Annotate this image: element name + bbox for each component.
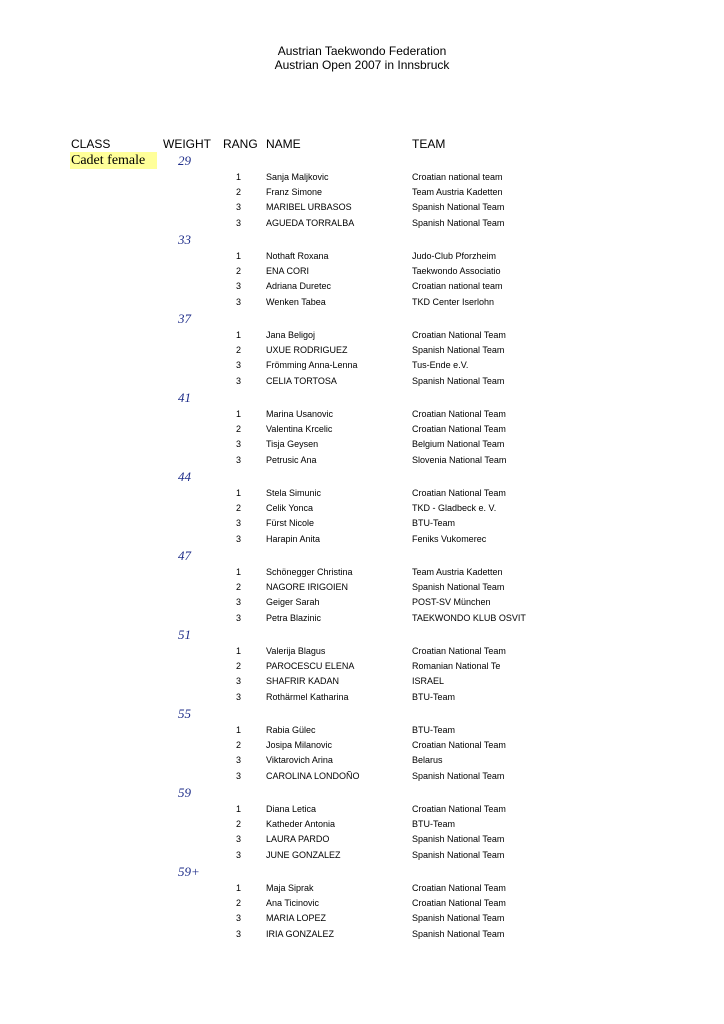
rank-cell: 3 <box>236 296 242 307</box>
athlete-name-cell: Wenken Tabea <box>266 296 326 307</box>
team-cell: Croatian National Team <box>412 488 506 498</box>
athlete-name-cell: Harapin Anita <box>266 533 321 544</box>
class-label: Cadet female <box>70 152 157 169</box>
team-cell: Spanish National Team <box>412 770 505 781</box>
result-row <box>0 691 724 703</box>
team-cell: Feniks Vukomerec <box>412 533 487 544</box>
rank-cell: 3 <box>236 913 242 924</box>
rank-cell: 2 <box>236 266 242 277</box>
athlete-name-cell: Geiger Sarah <box>266 597 320 608</box>
team-cell: Croatian National Team <box>412 646 506 656</box>
rank-cell: 3 <box>236 518 242 529</box>
athlete-name-cell: Katheder Antonia <box>266 819 336 830</box>
team-cell: Spanish National Team <box>412 345 505 356</box>
rank-cell: 3 <box>236 928 242 939</box>
team-cell: Spanish National Team <box>412 928 505 939</box>
athlete-name-cell: Fürst Nicole <box>266 518 315 529</box>
result-row <box>0 344 724 356</box>
athlete-name-cell: SHAFRIR KADAN <box>266 676 340 687</box>
result-row <box>0 171 724 183</box>
col-class: CLASS <box>71 137 111 151</box>
weight-class-label: 37 <box>178 311 191 326</box>
team-cell: Croatian National Team <box>412 409 506 419</box>
rank-cell: 1 <box>236 646 242 656</box>
athlete-name-cell: Maja Siprak <box>266 883 314 893</box>
rank-cell: 2 <box>236 661 242 672</box>
team-cell: Spanish National Team <box>412 834 505 845</box>
result-row <box>0 833 724 845</box>
rank-cell: 1 <box>236 409 242 419</box>
rank-cell: 2 <box>236 187 242 198</box>
rank-cell: 3 <box>236 439 242 450</box>
rank-cell: 3 <box>236 375 242 386</box>
result-row <box>0 487 724 499</box>
athlete-name-cell: Sanja Maljkovic <box>266 172 329 182</box>
team-cell: Tus-Ende e.V. <box>412 360 469 371</box>
athlete-name-cell: Marina Usanovic <box>266 409 334 419</box>
rank-cell: 2 <box>236 819 242 830</box>
rank-cell: 1 <box>236 330 242 340</box>
result-row <box>0 818 724 830</box>
weight-class-label: 29 <box>178 153 191 168</box>
result-row <box>0 596 724 608</box>
team-cell: Belarus <box>412 755 443 766</box>
team-cell: BTU-Team <box>412 691 456 702</box>
result-row <box>0 566 724 578</box>
athlete-name-cell: Schönegger Christina <box>266 567 353 577</box>
result-row <box>0 897 724 909</box>
team-cell: Spanish National Team <box>412 849 505 860</box>
result-row <box>0 612 724 624</box>
athlete-name-cell: PAROCESCU ELENA <box>266 661 355 672</box>
rank-cell: 3 <box>236 676 242 687</box>
rank-cell: 2 <box>236 424 242 435</box>
team-cell: Taekwondo Associatio <box>412 266 501 277</box>
column-headers <box>0 137 724 151</box>
rank-cell: 3 <box>236 360 242 371</box>
team-cell: Croatian National Team <box>412 804 506 814</box>
col-rang: RANG <box>223 137 258 151</box>
result-row <box>0 265 724 277</box>
rank-cell: 2 <box>236 898 242 909</box>
athlete-name-cell: Petra Blazinic <box>266 612 322 623</box>
rank-cell: 3 <box>236 770 242 781</box>
athlete-name-cell: CELIA TORTOSA <box>266 375 337 386</box>
weight-class-label: 47 <box>178 548 191 563</box>
athlete-name-cell: Jana Beligoj <box>266 330 316 340</box>
athlete-name-cell: Valentina Krcelic <box>266 424 333 435</box>
athlete-name-cell: Stela Simunic <box>266 488 322 498</box>
rank-cell: 3 <box>236 217 242 228</box>
athlete-name-cell: Josipa Milanovic <box>266 740 333 751</box>
team-cell: Croatian national team <box>412 172 503 182</box>
athlete-name-cell: MARIA LOPEZ <box>266 913 327 924</box>
rank-cell: 3 <box>236 612 242 623</box>
team-cell: Romanian National Te <box>412 661 501 672</box>
rank-cell: 1 <box>236 567 242 577</box>
athlete-name-cell: Diana Letica <box>266 804 317 814</box>
athlete-name-cell: IRIA GONZALEZ <box>266 928 335 939</box>
federation-title: Austrian Taekwondo Federation <box>277 44 447 58</box>
result-row <box>0 803 724 815</box>
rank-cell: 2 <box>236 503 242 514</box>
team-cell: Croatian National Team <box>412 883 506 893</box>
athlete-name-cell: Viktarovich Arina <box>266 755 333 766</box>
athlete-name-cell: Frömming Anna-Lenna <box>266 360 358 371</box>
result-row <box>0 454 724 466</box>
result-row <box>0 912 724 924</box>
result-row <box>0 375 724 387</box>
weight-class-label: 44 <box>178 469 191 484</box>
result-row <box>0 724 724 736</box>
result-row <box>0 533 724 545</box>
athlete-name-cell: Adriana Duretec <box>266 281 332 292</box>
athlete-name-cell: Valerija Blagus <box>266 646 326 656</box>
rank-cell: 3 <box>236 834 242 845</box>
result-row <box>0 739 724 751</box>
team-cell: BTU-Team <box>412 819 456 830</box>
athlete-name-cell: Tisja Geysen <box>266 439 319 450</box>
athlete-name-cell: JUNE GONZALEZ <box>266 849 341 860</box>
team-cell: TKD - Gladbeck e. V. <box>412 503 497 514</box>
team-cell: POST-SV München <box>412 597 491 608</box>
rank-cell: 3 <box>236 202 242 213</box>
weight-class-label: 59 <box>178 785 191 800</box>
athlete-name-cell: Nothaft Roxana <box>266 251 329 261</box>
rank-cell: 1 <box>236 172 242 182</box>
athlete-name-cell: Ana Ticinovic <box>266 898 320 909</box>
rank-cell: 2 <box>236 582 242 593</box>
result-row <box>0 581 724 593</box>
result-row <box>0 217 724 229</box>
athlete-name-cell: AGUEDA TORRALBA <box>266 217 355 228</box>
rank-cell: 1 <box>236 725 242 735</box>
result-row <box>0 928 724 940</box>
result-row <box>0 408 724 420</box>
weight-class-label: 55 <box>178 706 191 721</box>
athlete-name-cell: UXUE RODRIGUEZ <box>266 345 348 356</box>
rank-cell: 3 <box>236 755 242 766</box>
result-row <box>0 645 724 657</box>
result-row <box>0 201 724 213</box>
athlete-name-cell: Petrusic Ana <box>266 454 317 465</box>
rank-cell: 1 <box>236 488 242 498</box>
weight-class-label: 59+ <box>178 864 200 879</box>
result-row <box>0 280 724 292</box>
athlete-name-cell: Rabia Gülec <box>266 725 316 735</box>
weight-class-label: 41 <box>178 390 191 405</box>
result-row <box>0 250 724 262</box>
athlete-name-cell: Celik Yonca <box>266 503 314 514</box>
result-row <box>0 359 724 371</box>
result-row <box>0 186 724 198</box>
rank-cell: 1 <box>236 804 242 814</box>
team-cell: BTU-Team <box>412 725 456 735</box>
col-weight: WEIGHT <box>163 137 211 151</box>
athlete-name-cell: NAGORE IRIGOIEN <box>266 582 349 593</box>
athlete-name-cell: Franz Simone <box>266 187 323 198</box>
team-cell: Spanish National Team <box>412 913 505 924</box>
team-cell: Croatian National Team <box>412 330 506 340</box>
team-cell: Croatian national team <box>412 281 503 292</box>
team-cell: Team Austria Kadetten <box>412 567 503 577</box>
rank-cell: 1 <box>236 883 242 893</box>
weight-class-label: 51 <box>178 627 191 642</box>
result-row <box>0 849 724 861</box>
result-row <box>0 754 724 766</box>
result-row <box>0 882 724 894</box>
rank-cell: 3 <box>236 691 242 702</box>
athlete-name-cell: LAURA PARDO <box>266 834 330 845</box>
rank-cell: 3 <box>236 597 242 608</box>
weight-class-label: 33 <box>178 232 191 247</box>
team-cell: BTU-Team <box>412 518 456 529</box>
rank-cell: 3 <box>236 281 242 292</box>
result-row <box>0 517 724 529</box>
result-row <box>0 329 724 341</box>
athlete-name-cell: ENA CORI <box>266 266 310 277</box>
event-title: Austrian Open 2007 in Innsbruck <box>274 58 450 72</box>
rank-cell: 3 <box>236 454 242 465</box>
athlete-name-cell: Rothärmel Katharina <box>266 691 349 702</box>
rank-cell: 3 <box>236 849 242 860</box>
team-cell: Spanish National Team <box>412 582 505 593</box>
result-row <box>0 770 724 782</box>
team-cell: Croatian National Team <box>412 424 506 435</box>
team-cell: Spanish National Team <box>412 375 505 386</box>
result-row <box>0 675 724 687</box>
team-cell: Croatian National Team <box>412 898 506 909</box>
team-cell: Judo-Club Pforzheim <box>412 251 497 261</box>
col-name: NAME <box>266 137 301 151</box>
athlete-name-cell: MARIBEL URBASOS <box>266 202 352 213</box>
result-row <box>0 423 724 435</box>
team-cell: Slovenia National Team <box>412 454 507 465</box>
athlete-name-cell: CAROLINA LONDOÑO <box>266 770 360 781</box>
team-cell: Spanish National Team <box>412 202 505 213</box>
team-cell: TKD Center Iserlohn <box>412 296 495 307</box>
team-cell: TAEKWONDO KLUB OSVIT <box>412 612 526 623</box>
team-cell: Team Austria Kadetten <box>412 187 503 198</box>
rank-cell: 2 <box>236 740 242 751</box>
team-cell: Spanish National Team <box>412 217 505 228</box>
team-cell: Croatian National Team <box>412 740 506 751</box>
result-row <box>0 296 724 308</box>
team-cell: ISRAEL <box>412 676 445 687</box>
result-row <box>0 660 724 672</box>
team-cell: Belgium National Team <box>412 439 505 450</box>
document-header <box>0 44 724 72</box>
rank-cell: 1 <box>236 251 242 261</box>
result-row <box>0 438 724 450</box>
result-row <box>0 502 724 514</box>
rank-cell: 2 <box>236 345 242 356</box>
col-team: TEAM <box>412 137 446 151</box>
rank-cell: 3 <box>236 533 242 544</box>
